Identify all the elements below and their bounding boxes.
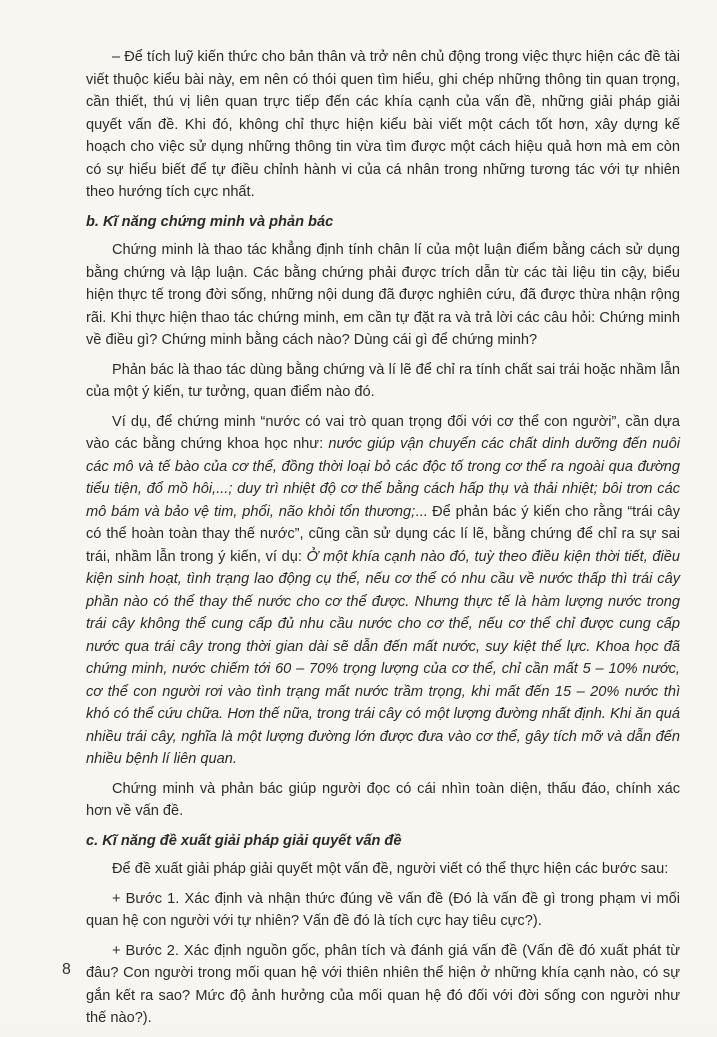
scientific-evidence-text: nước giúp vận chuyển các chất dinh dưỡng đến nuôi các mô và tế bào của cơ thể, đồng thời loại bỏ các độc tố trong cơ thể ra ngoài qua đường tiểu tiện, đổ mồ hôi,...; duy trì nhiệt độ cơ thể bằng cách hấp thụ và thải nhiệt; bôi trơn các mô bám và bảo vệ tim, phổi, não khỏi tổn thương; xyxy=(86,436,680,520)
rebuttal-intro-text: ... Để phản bác ý kiến cho rằng “trái cây có thể hoàn toàn thay thế nước”, cũng cần sử dụng các lí lẽ, bằng chứng để chỉ ra sự sai trái, nhầm lẫn trong ý kiến, ví dụ: xyxy=(86,503,680,565)
section-b-heading: b. Kĩ năng chứng minh và phản bác xyxy=(86,213,334,230)
section-b-paragraph-2: Phản bác là thao tác dùng bằng chứng và lí lẽ để chỉ ra tính chất sai trái hoặc nhầm lẫn của một ý kiến, tư tưởng, quan điểm nào đó. xyxy=(86,361,680,400)
section-c-heading: c. Kĩ năng đề xuất giải pháp giải quyết vấn đề xyxy=(86,832,402,849)
section-c-step-1: + Bước 1. Xác định và nhận thức đúng về vấn đề (Đó là vấn đề gì trong phạm vi mối quan hệ con người với tự nhiên? Vấn đề đó là tích cực hay tiêu cực?). xyxy=(86,890,680,929)
section-c-paragraph-1: Để đề xuất giải pháp giải quyết một vấn đề, người viết có thể thực hiện các bước sau: xyxy=(112,861,669,877)
rebuttal-example-text: Ở một khía cạnh nào đó, tuỳ theo điều kiện thời tiết, điều kiện sinh hoạt, tình trạng lao động cụ thể, nếu cơ thể có nhu cầu về nước thấp thì trái cây phần nào có thể thay thế nước cho cơ thể được. Nhưng thực tế là hàm lượng nước trong trái cây không thể cung cấp đủ nhu cầu nước cho cơ thể, nếu cơ thể chỉ được cung cấp nước qua trái cây trong thời gian dài sẽ dẫn đến mất nước, suy kiệt thể lực. Khoa học đã chứng minh, nước chiếm tới 60 – 70% trọng lượng của cơ thể, chỉ cần mất 5 – 10% nước, cơ thể con người rơi vào tình trạng mất nước trầm trọng, khi mất đến 15 – 20% nước thì khó có thể cứu chữa. Hơn thế nữa, trong trái cây có một lượng đường nhất định. Khi ăn quá nhiều trái cây, nghĩa là một lượng đường lớn được đưa vào cơ thể, gây tích mỡ và dẫn đến nhiều bệnh lí liên quan. xyxy=(86,548,680,767)
page-number: 8 xyxy=(62,961,71,978)
page-content xyxy=(86,46,680,1037)
section-c-step-2: + Bước 2. Xác định nguồn gốc, phân tích và đánh giá vấn đề (Vấn đề đó xuất phát từ đâu? Con người trong mối quan hệ với thiên nhiên thể hiện ở những khía cạnh nào, có sự gắn kết ra sao? Mức độ ảnh hưởng của mối quan hệ đó đối với đời sống con người như thế nào?). xyxy=(86,942,680,1026)
intro-paragraph: – Để tích luỹ kiến thức cho bản thân và trở nên chủ động trong việc thực hiện các đề tài viết thuộc kiểu bài này, em nên có thói quen tìm hiểu, ghi chép những thông tin quan trọng, cần thiết, thú vị liên quan trực tiếp đến các khía cạnh của vấn đề, những giải pháp giải quyết vấn đề. Khi đó, không chỉ thực hiện kiểu bài viết một cách tốt hơn, xây dựng kế hoạch cho việc sử dụng những thông tin vừa tìm được một cách hiệu quả hơn mà em còn có sự hiểu biết để tự điều chỉnh hành vi của cá nhân trong những tương tác với tự nhiên theo hướng tích cực nhất. xyxy=(86,49,680,200)
section-b-paragraph-3 xyxy=(86,411,680,771)
example-intro-text: Ví dụ, để chứng minh “nước có vai trò quan trọng đối với cơ thể con người”, cần dựa vào các bằng chứng khoa học như: xyxy=(86,413,680,452)
section-b-paragraph-1: Chứng minh là thao tác khẳng định tính chân lí của một luận điểm bằng cách sử dụng bằng chứng và lập luận. Các bằng chứng phải được trích dẫn từ các tài liệu tin cậy, biểu hiện thực tế trong đời sống, những nội dung đã được nghiên cứu, đã được thừa nhận rộng rãi. Khi thực hiện thao tác chứng minh, em cần tự đặt ra và trả lời các câu hỏi: Chứng minh về điều gì? Chứng minh bằng cách nào? Dùng cái gì để chứng minh? xyxy=(86,242,680,348)
section-b-paragraph-4: Chứng minh và phản bác giúp người đọc có cái nhìn toàn diện, thấu đáo, chính xác hơn về vấn đề. xyxy=(86,780,680,819)
